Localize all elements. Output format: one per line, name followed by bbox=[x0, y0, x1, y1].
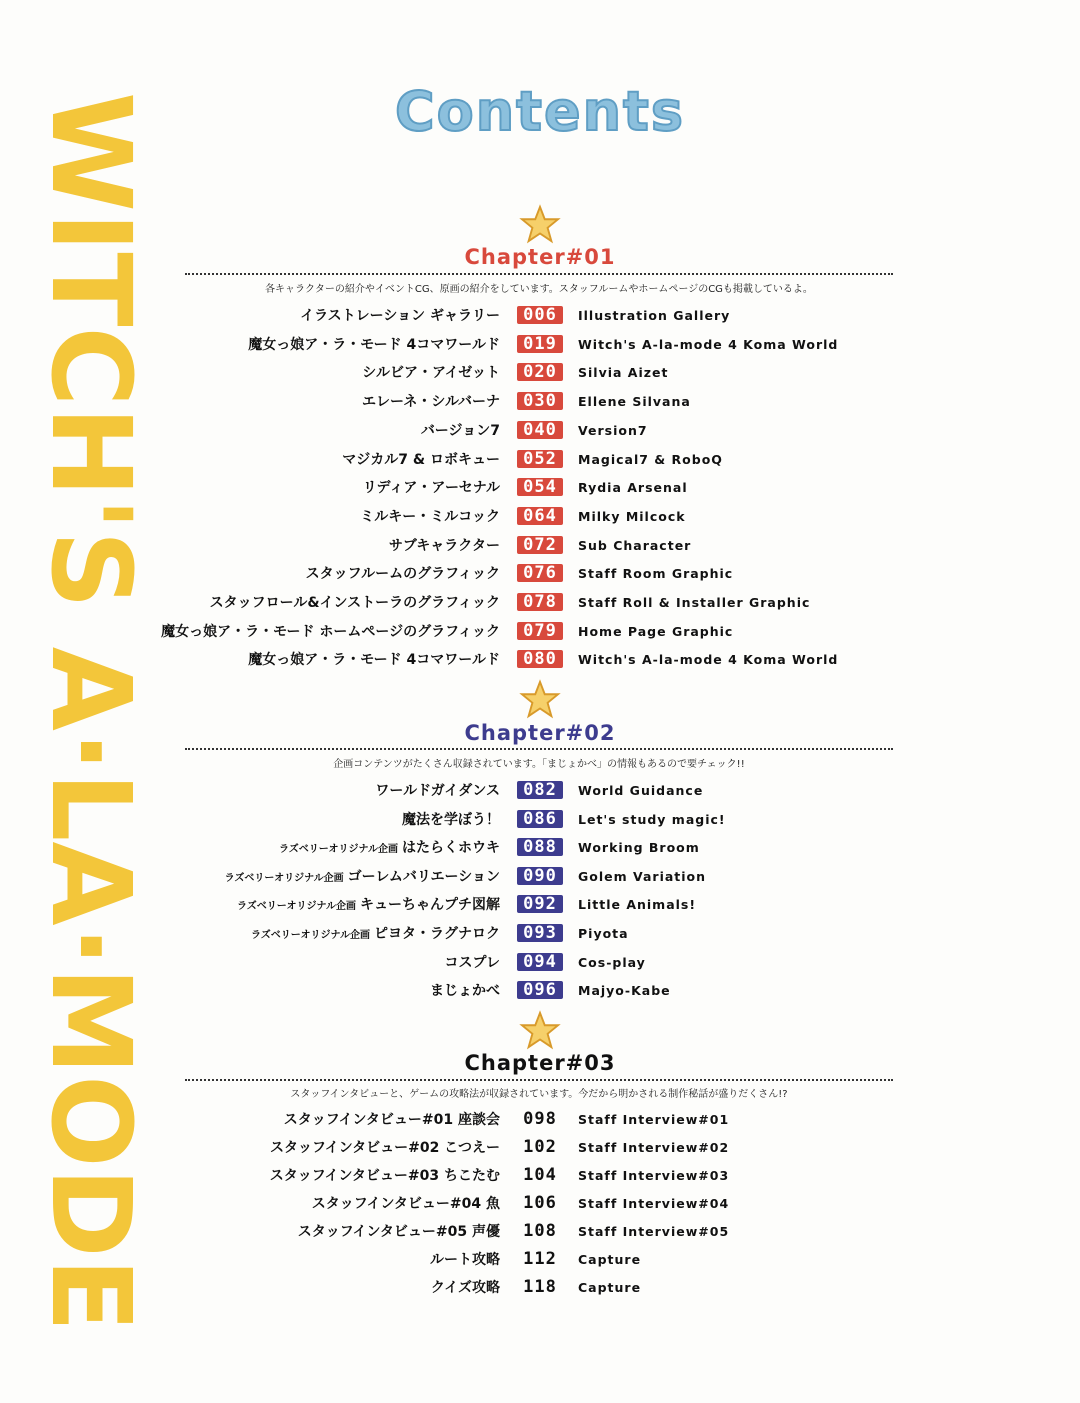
entry-page-number: 090 bbox=[517, 867, 563, 885]
entry-english-title: Version7 bbox=[578, 422, 648, 438]
svg-text:WITCH'S A·LA·MODE: WITCH'S A·LA·MODE bbox=[27, 92, 155, 1347]
entry-english-title: Witch's A-la-mode 4 Koma World bbox=[578, 336, 839, 352]
toc-entry[interactable] bbox=[0, 420, 980, 444]
entry-english-title: Staff Interview#05 bbox=[578, 1224, 730, 1239]
entry-english-title: Staff Interview#03 bbox=[578, 1168, 730, 1183]
toc-entry[interactable] bbox=[0, 477, 980, 501]
entry-english-title: Silvia Aizet bbox=[578, 365, 669, 381]
entry-japanese-title bbox=[284, 1109, 500, 1131]
entry-japanese-text: サブキャラクター bbox=[388, 537, 500, 554]
entry-page-number: 106 bbox=[523, 1193, 557, 1213]
entry-japanese-text: ゴーレムバリエーション bbox=[347, 868, 500, 885]
toc-entry[interactable] bbox=[0, 780, 980, 804]
entry-japanese-text: ワールドガイダンス bbox=[375, 783, 500, 799]
entry-page-number: 030 bbox=[517, 392, 563, 410]
entry-page-number: 052 bbox=[517, 450, 563, 468]
chapter-heading: Chapter#01 bbox=[464, 245, 616, 269]
toc-entry[interactable] bbox=[0, 305, 980, 329]
entry-english-title: Staff Room Graphic bbox=[578, 566, 734, 582]
toc-entry[interactable] bbox=[0, 649, 980, 673]
toc-entry[interactable] bbox=[0, 1221, 980, 1245]
entry-prefix: ラズベリーオリジナル企画 bbox=[251, 930, 370, 941]
entry-japanese-title bbox=[342, 449, 500, 471]
chapter-description: 各キャラクターの紹介やイベントCG、原画の紹介をしています。スタッフルームやホームページのCGも掲載しているよ。 bbox=[265, 284, 813, 295]
toc-entry[interactable] bbox=[0, 923, 980, 947]
entry-english-title: Staff Interview#04 bbox=[578, 1196, 730, 1211]
chapter-heading: Chapter#02 bbox=[464, 721, 616, 745]
entry-japanese-text: キューちゃんプチ図解 bbox=[360, 897, 500, 914]
entry-english-title: Let's study magic! bbox=[578, 811, 726, 827]
entry-page-number: 080 bbox=[517, 650, 563, 668]
entry-page-number: 102 bbox=[523, 1137, 557, 1157]
page-title: Contents bbox=[394, 80, 685, 143]
entry-page-number: 108 bbox=[523, 1221, 557, 1241]
entry-page-number: 006 bbox=[517, 306, 563, 324]
entry-english-title: Capture bbox=[578, 1280, 642, 1295]
entry-english-title: Rydia Arsenal bbox=[578, 480, 688, 496]
chapter-description: 企画コンテンツがたくさん収録されています。「まじょかべ」の情報もあるので要チェック!! bbox=[333, 759, 745, 770]
entry-english-title: Magical7 & RoboQ bbox=[578, 451, 723, 467]
entry-japanese-title bbox=[270, 1137, 500, 1159]
star-icon bbox=[521, 680, 559, 718]
toc-entry[interactable] bbox=[0, 449, 980, 473]
entry-japanese-text: リディア・アーセナル bbox=[362, 480, 500, 497]
toc-entry[interactable] bbox=[0, 391, 980, 415]
star-icon bbox=[521, 205, 559, 243]
entry-japanese-title bbox=[248, 649, 500, 671]
entry-english-title: Piyota bbox=[578, 926, 629, 941]
entry-page-number: 096 bbox=[517, 981, 563, 999]
entry-english-title: Staff Interview#02 bbox=[578, 1140, 730, 1155]
entry-english-title: World Guidance bbox=[578, 783, 704, 798]
entry-japanese-text: コスプレ bbox=[444, 954, 500, 971]
entry-page-number: 076 bbox=[517, 564, 563, 582]
entry-japanese-title bbox=[362, 362, 500, 384]
toc-entry[interactable] bbox=[0, 506, 980, 530]
entry-japanese-title bbox=[360, 506, 500, 528]
toc-entry[interactable] bbox=[0, 563, 980, 587]
entry-japanese-text: ルート攻略 bbox=[430, 1252, 500, 1268]
entry-japanese-text: スタッフルームのグラフィック bbox=[305, 566, 500, 583]
entry-japanese-text: ミルキー・ミルコック bbox=[360, 508, 500, 525]
entry-english-title: Home Page Graphic bbox=[578, 623, 734, 639]
entry-japanese-text: ピヨタ・ラグナロク bbox=[374, 926, 500, 942]
entry-japanese-text: スタッフインタビュー#05 声優 bbox=[297, 1224, 500, 1240]
entry-english-title: Cos-play bbox=[578, 954, 646, 970]
entry-japanese-title bbox=[375, 780, 500, 802]
entry-japanese-title bbox=[248, 334, 500, 356]
toc-entry[interactable] bbox=[0, 980, 980, 1004]
entry-japanese-text: 魔女っ娘ア・ラ・モード 4コマワールド bbox=[248, 652, 500, 669]
entry-english-title: Working Broom bbox=[578, 840, 700, 856]
entry-japanese-title bbox=[279, 837, 500, 861]
entry-japanese-title bbox=[270, 1165, 500, 1187]
entry-prefix: ラズベリーオリジナル企画 bbox=[237, 901, 356, 913]
entry-page-number: 019 bbox=[517, 335, 563, 353]
dotted-divider bbox=[185, 1079, 893, 1081]
entry-japanese-text: マジカル7 & ロボキュー bbox=[342, 451, 500, 468]
entry-japanese-title bbox=[161, 621, 500, 643]
entry-japanese-title bbox=[431, 1277, 500, 1299]
entry-japanese-title bbox=[389, 535, 500, 557]
entry-japanese-text: 魔女っ娘ア・ラ・モード ホームページのグラフィック bbox=[161, 623, 500, 640]
toc-entry[interactable] bbox=[0, 809, 980, 833]
entry-japanese-text: イラストレーション ギャラリー bbox=[300, 308, 500, 324]
toc-entry[interactable] bbox=[0, 1137, 980, 1161]
entry-japanese-text: スタッフインタビュー#03 ちこたむ bbox=[269, 1168, 500, 1184]
entry-japanese-title bbox=[312, 1193, 500, 1215]
entry-english-title: Capture bbox=[578, 1252, 642, 1267]
toc-entry[interactable] bbox=[0, 952, 980, 976]
entry-japanese-title bbox=[237, 894, 500, 918]
toc-entry[interactable] bbox=[0, 1249, 980, 1273]
entry-japanese-title bbox=[430, 980, 500, 1002]
entry-japanese-title bbox=[402, 809, 500, 831]
entry-page-number: 072 bbox=[517, 536, 563, 554]
entry-prefix: ラズベリーオリジナル企画 bbox=[279, 844, 398, 856]
entry-page-number: 086 bbox=[517, 810, 563, 828]
toc-entry[interactable] bbox=[0, 362, 980, 386]
entry-japanese-title bbox=[300, 305, 500, 327]
entry-japanese-text: スタッフインタビュー#04 魚 bbox=[311, 1196, 500, 1212]
entry-english-title: Witch's A-la-mode 4 Koma World bbox=[578, 652, 839, 668]
toc-entry[interactable] bbox=[0, 866, 980, 890]
chapter-heading: Chapter#03 bbox=[464, 1051, 616, 1075]
entry-japanese-title bbox=[363, 477, 500, 499]
entry-english-title: Golem Variation bbox=[578, 868, 707, 884]
toc-entry[interactable] bbox=[0, 535, 980, 559]
entry-japanese-text: はたらくホウキ bbox=[402, 840, 500, 857]
star-icon bbox=[521, 1011, 559, 1049]
entry-page-number: 079 bbox=[517, 622, 563, 640]
toc-entry[interactable] bbox=[0, 894, 980, 918]
entry-page-number: 064 bbox=[517, 507, 563, 525]
entry-page-number: 092 bbox=[517, 895, 563, 913]
chapter-description: スタッフインタビューと、ゲームの攻略法が収録されています。今だから明かされる制作秘話が盛りだくさん!? bbox=[290, 1089, 788, 1100]
entry-page-number: 040 bbox=[517, 421, 563, 439]
dotted-divider bbox=[185, 748, 893, 750]
toc-entry[interactable] bbox=[0, 592, 980, 616]
entry-page-number: 078 bbox=[517, 593, 563, 611]
entry-english-title: Little Animals! bbox=[578, 897, 697, 913]
entry-page-number: 098 bbox=[523, 1109, 557, 1129]
entry-japanese-text: バージョン7 bbox=[420, 422, 500, 439]
entry-japanese-text: エレーネ・シルバーナ bbox=[362, 394, 500, 411]
entry-japanese-title bbox=[298, 1221, 500, 1243]
entry-japanese-text: クイズ攻略 bbox=[430, 1280, 500, 1296]
entry-japanese-title bbox=[445, 952, 500, 974]
entry-japanese-text: 魔法を学ぼう！ bbox=[402, 811, 500, 828]
dotted-divider bbox=[185, 273, 893, 275]
toc-entry[interactable] bbox=[0, 837, 980, 861]
entry-japanese-text: 魔女っ娘ア・ラ・モード 4コマワールド bbox=[248, 336, 500, 353]
entry-page-number: 020 bbox=[517, 363, 563, 381]
entry-japanese-text: まじょかべ bbox=[430, 983, 500, 1000]
entry-japanese-title bbox=[430, 1249, 500, 1271]
entry-page-number: 094 bbox=[517, 953, 563, 971]
entry-page-number: 093 bbox=[517, 924, 563, 942]
entry-japanese-title bbox=[251, 923, 500, 947]
entry-japanese-text: シルビア・アイゼット bbox=[362, 365, 500, 382]
entry-page-number: 054 bbox=[517, 478, 563, 496]
entry-japanese-title bbox=[421, 420, 500, 442]
toc-entry[interactable] bbox=[0, 334, 980, 358]
entry-japanese-title bbox=[225, 866, 500, 890]
entry-english-title: Milky Milcock bbox=[578, 508, 686, 524]
entry-page-number: 112 bbox=[523, 1249, 557, 1269]
entry-page-number: 082 bbox=[517, 781, 563, 799]
toc-entry[interactable] bbox=[0, 621, 980, 645]
entry-english-title: Ellene Silvana bbox=[578, 394, 691, 410]
entry-japanese-title bbox=[362, 391, 500, 413]
entry-page-number: 088 bbox=[517, 838, 563, 856]
entry-prefix: ラズベリーオリジナル企画 bbox=[224, 872, 344, 884]
entry-english-title: Sub Character bbox=[578, 537, 692, 553]
entry-japanese-text: スタッフロール&インストーラのグラフィック bbox=[209, 595, 500, 611]
toc-entry[interactable] bbox=[0, 1165, 980, 1189]
entry-page-number: 104 bbox=[523, 1165, 557, 1185]
entry-japanese-title bbox=[210, 592, 500, 614]
entry-page-number: 118 bbox=[523, 1277, 557, 1297]
entry-japanese-text: スタッフインタビュー#01 座談会 bbox=[283, 1112, 500, 1128]
entry-japanese-title bbox=[306, 563, 500, 585]
entry-english-title: Majyo-Kabe bbox=[578, 983, 671, 999]
entry-english-title: Staff Roll & Installer Graphic bbox=[578, 595, 811, 610]
entry-japanese-text: スタッフインタビュー#02 こつえー bbox=[270, 1140, 500, 1156]
toc-entry[interactable] bbox=[0, 1193, 980, 1217]
entry-english-title: Staff Interview#01 bbox=[578, 1112, 730, 1127]
toc-entry[interactable] bbox=[0, 1277, 980, 1301]
toc-entry[interactable] bbox=[0, 1109, 980, 1133]
entry-english-title: Illustration Gallery bbox=[578, 308, 731, 323]
